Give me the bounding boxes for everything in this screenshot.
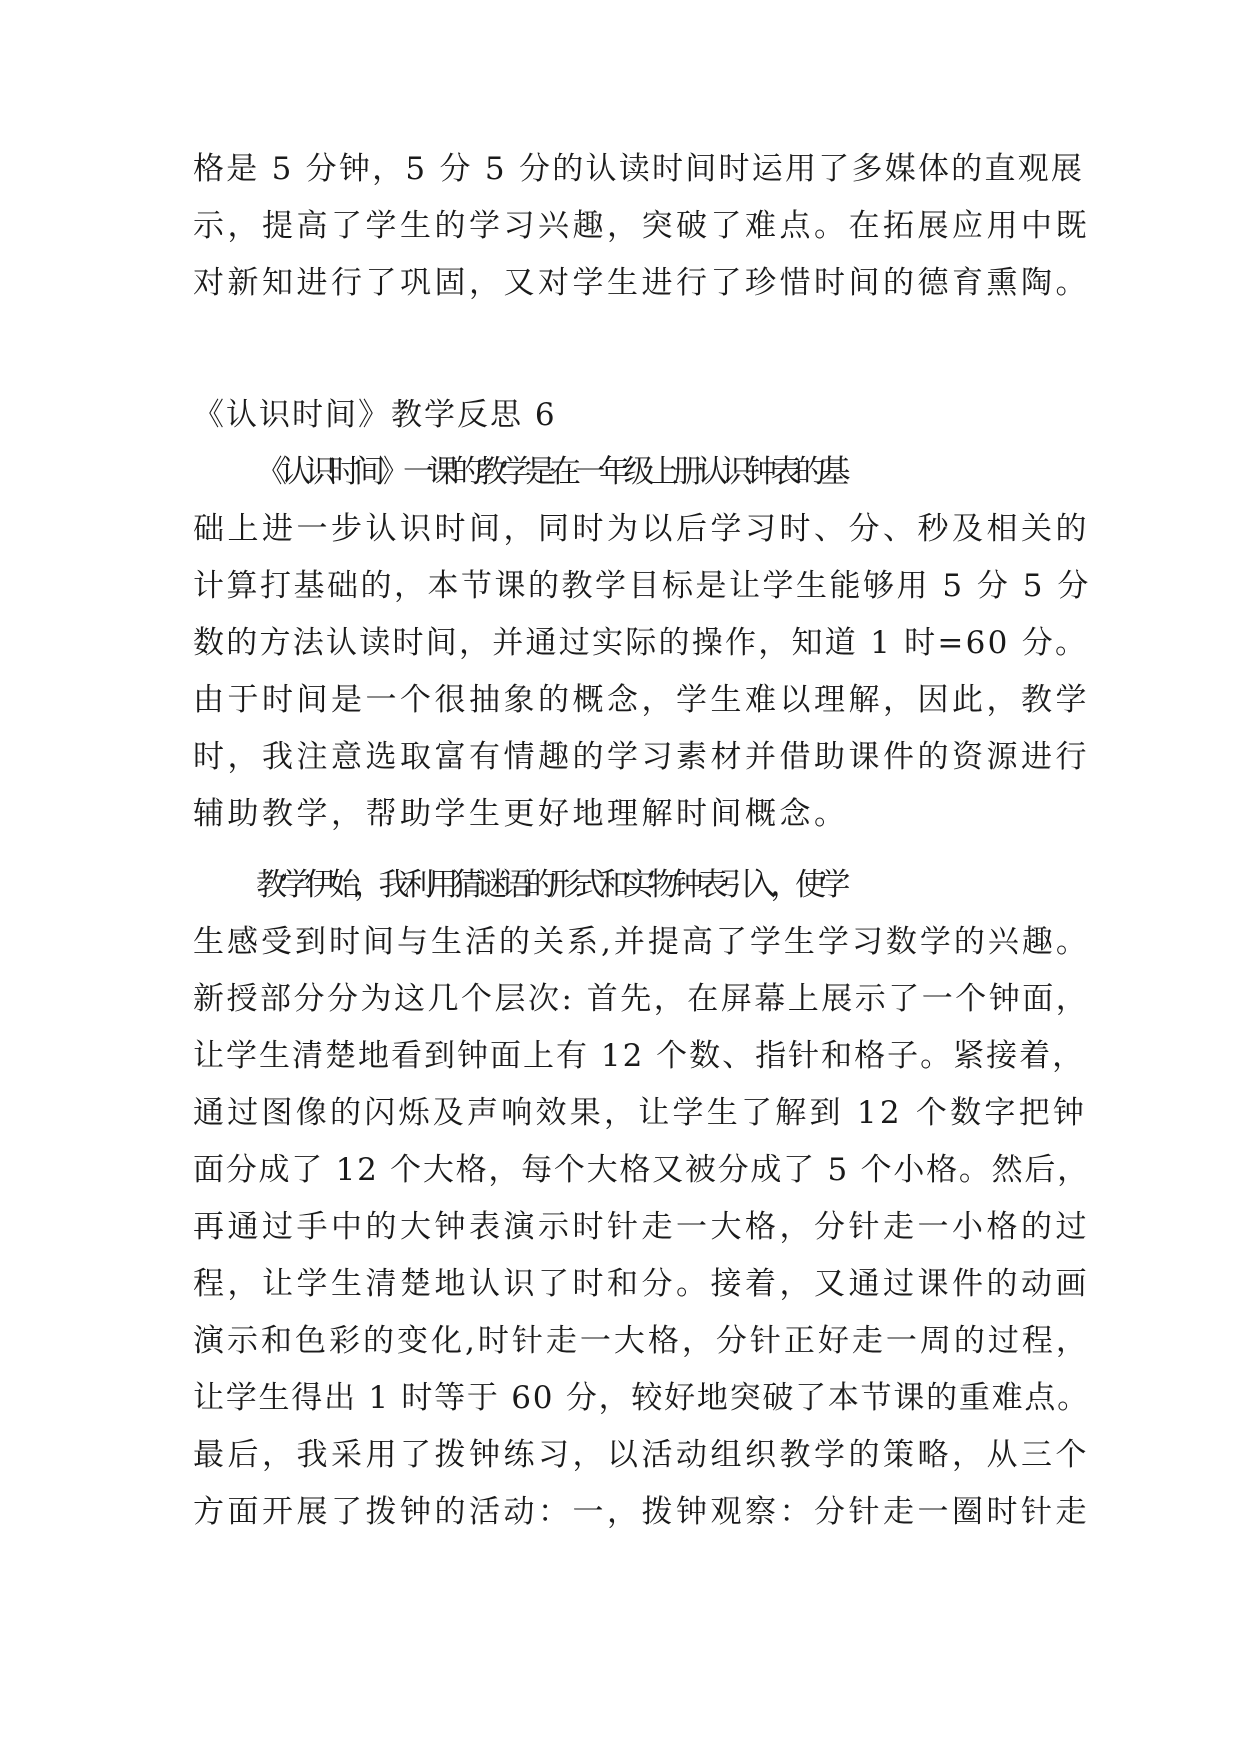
text-line: 让学生得出 1 时等于 60 分，较好地突破了本节课的重难点。: [193, 1380, 1090, 1416]
text-line: 对新知进行了巩固，又对学生进行了珍惜时间的德育熏陶。: [193, 265, 1090, 301]
text-line: 让学生清楚地看到钟面上有 12 个数、指针和格子。紧接着，: [193, 1038, 1086, 1074]
text-line: 最后，我采用了拨钟练习，以活动组织教学的策略，从三个: [193, 1437, 1090, 1473]
text-line: 面分成了 12 个大格，每个大格又被分成了 5 个小格。然后，: [193, 1152, 1090, 1188]
text-line: 数的方法认读时间，并通过实际的操作，知道 1 时=60 分。: [193, 625, 1089, 661]
text-line: 示，提高了学生的学习兴趣，突破了难点。在拓展应用中既: [193, 208, 1090, 244]
text-line: 教学伊始，我利用猜谜语的形式和实物钟表引入，使学: [256, 867, 844, 903]
text-line: 程，让学生清楚地认识了时和分。接着，又通过课件的动画: [193, 1266, 1090, 1302]
text-line: 格是 5 分钟，5 分 5 分的认读时间时运用了多媒体的直观展: [193, 151, 1085, 187]
text-line: 计算打基础的，本节课的教学目标是让学生能够用 5 分 5 分: [193, 568, 1091, 604]
text-line: 由于时间是一个很抽象的概念，学生难以理解，因此，教学: [193, 682, 1090, 718]
text-line: 通过图像的闪烁及声响效果，让学生了解到 12 个数字把钟: [193, 1095, 1088, 1131]
text-line: 《认识时间》一课的教学是在一年级上册认识钟表的基: [256, 454, 844, 490]
text-line: 时，我注意选取富有情趣的学习素材并借助课件的资源进行: [193, 739, 1090, 775]
section-title: 《认识时间》教学反思 6: [193, 397, 557, 433]
text-line: 再通过手中的大钟表演示时针走一大格，分针走一小格的过: [193, 1209, 1090, 1245]
text-line: 辅助教学，帮助学生更好地理解时间概念。: [193, 796, 849, 832]
text-line: 演示和色彩的变化,时针走一大格，分针正好走一周的过程，: [193, 1323, 1090, 1359]
text-line: 生感受到时间与生活的关系,并提高了学生学习数学的兴趣。: [193, 924, 1090, 960]
text-line: 新授部分分为这几个层次: 首先，在屏幕上展示了一个钟面，: [193, 981, 1090, 1017]
text-line: 方面开展了拨钟的活动：一，拨钟观察：分针走一圈时针走: [193, 1494, 1090, 1530]
text-line: 础上进一步认识时间，同时为以后学习时、分、秒及相关的: [193, 511, 1090, 547]
